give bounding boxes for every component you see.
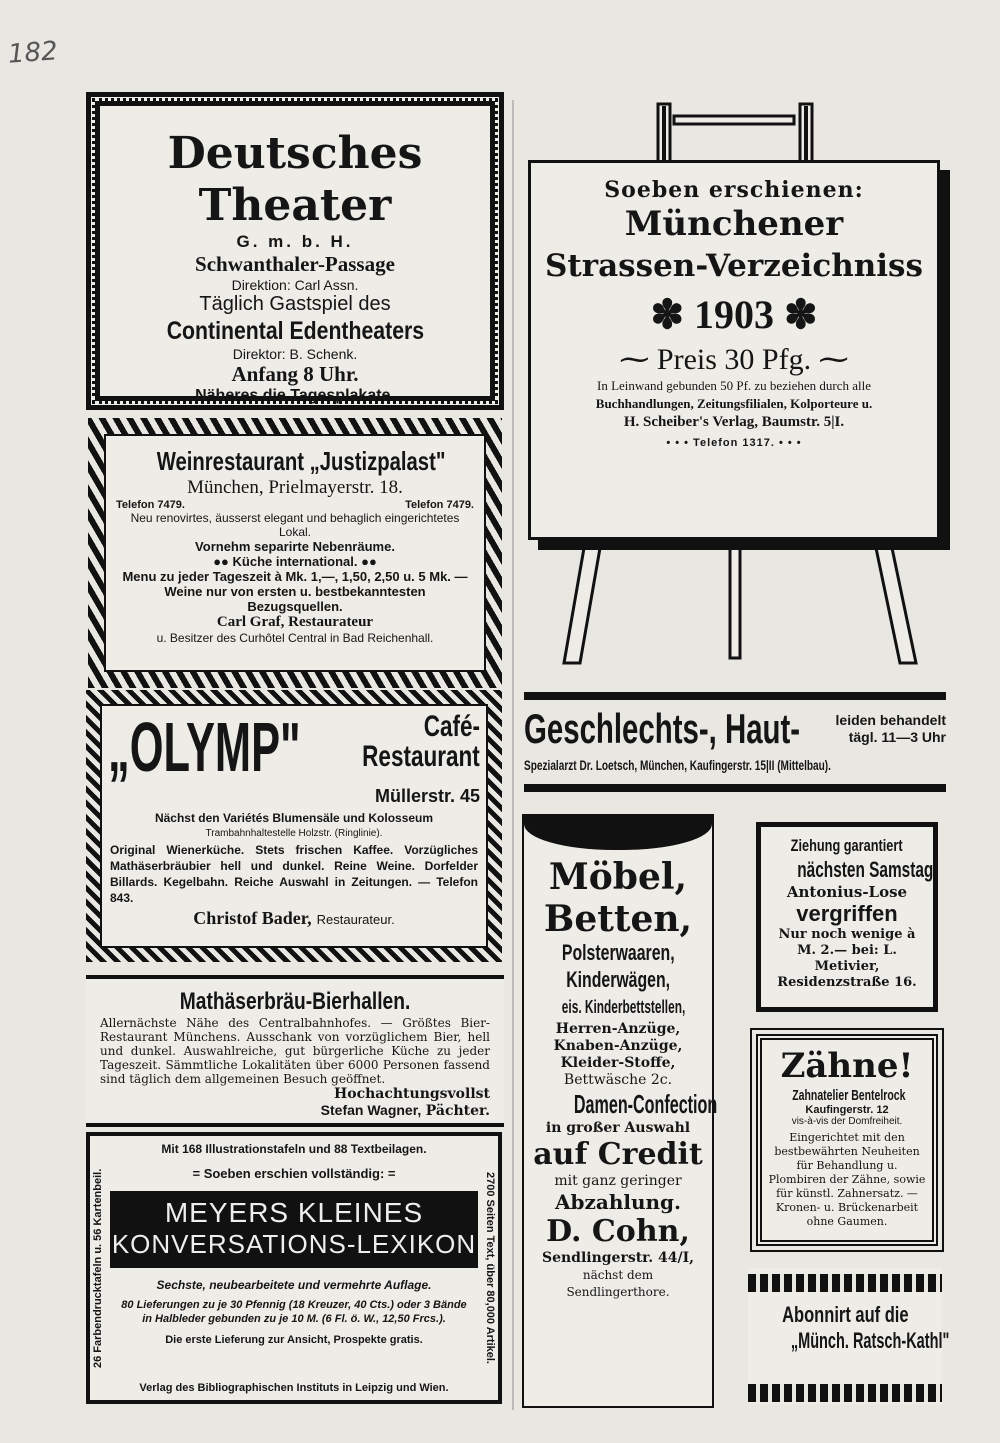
olymp-text: Original Wienerküche. Stets frischen Kaffee. Vorzügliches Mathäserbräubier hell und dunkel. Reine Weine. Dorfelder Billards. Kegelbahn. Reiche Auswahl in Zeitungen. — Telefon 843. — [110, 843, 478, 905]
wein-tel-right: Telefon 7479. — [405, 499, 474, 511]
wein-desc: Neu renovirtes, äusserst elegant und behaglich eingerichtetes Lokal. — [130, 511, 460, 539]
easel-left-shadow — [662, 106, 666, 164]
wein-kitchen: ●● Küche international. ●● — [213, 554, 377, 569]
moebel-l8: Kleider-Stoffe, — [560, 1055, 676, 1071]
olymp-owner-role: Restaurateur. — [316, 912, 395, 927]
zahne-l3: Kaufingerstr. 12 — [805, 1104, 889, 1116]
moebel-l7: Knaben-Anzüge, — [553, 1038, 683, 1054]
ad-weinrestaurant-justizpalast — [88, 418, 502, 688]
moebel-l15: D. Cohn, — [546, 1214, 690, 1249]
easel-right-leg — [876, 548, 916, 663]
wein-menu: Menu zu jeder Tageszeit à Mk. 1,—, 1,50, 2,50 u. 5 Mk. — Weine nur von ersten u. bestbekanntesten Bezugsquellen. — [122, 569, 468, 614]
column-divider — [512, 100, 514, 1410]
mathaeser-greeting: Hochachtungsvollst — [334, 1086, 490, 1102]
moebel-l3: Polsterwaaren, — [561, 940, 675, 965]
meyers-side-right: 2700 Seiten Text, über 80,000 Artikel. — [484, 1172, 496, 1364]
moebel-arch — [524, 816, 712, 850]
ad-moebel-cohn — [522, 814, 718, 1408]
wein-tel-left: Telefon 7479. — [116, 499, 185, 511]
theater-director: Direktor: B. Schenk. — [232, 346, 358, 362]
meyers-sub: = Soeben erschien vollständig: = — [192, 1166, 396, 1181]
moebel-l10: Damen-Confection — [573, 1089, 718, 1119]
moebel-l5: eis. Kinderbettstellen, — [561, 997, 686, 1017]
zahne-l1: Zähne! — [780, 1046, 914, 1086]
theater-company: G. m. b. H. — [236, 232, 354, 251]
moebel-l17: nächst dem Sendlingerthore. — [566, 1268, 670, 1299]
easel-year: ✽ 1903 ✽ — [650, 292, 818, 337]
ad-ratsch-kathl — [748, 1268, 950, 1404]
ad-mathaeserbraeu — [86, 975, 504, 1127]
meyers-title-block — [110, 1191, 478, 1268]
moebel-l12: auf Credit — [533, 1137, 703, 1172]
moebel-l11: in großer Auswahl — [545, 1120, 691, 1136]
theater-more: Näheres die Tagesplakate. — [195, 387, 395, 404]
olymp-near: Nächst den Variétés Blumensäle und Kolosseum — [154, 811, 434, 825]
olymp-address: Müllerstr. 45 — [374, 786, 480, 806]
easel-line1: Soeben erschienen: — [604, 177, 864, 203]
abonnirt-bottom-border — [748, 1384, 942, 1402]
gesch-line2: Spezialarzt Dr. Loetsch, München, Kaufingerstr. 15|II (Mittelbau). — [524, 757, 831, 773]
ziehung-l3: Antonius-Lose — [786, 883, 908, 901]
easel-sign — [528, 160, 940, 540]
moebel-l16: Sendlingerstr. 44/I, — [541, 1250, 695, 1266]
theater-title: Deutsches Theater — [167, 128, 423, 231]
meyers-title2: KONVERSATIONS-LEXIKON — [111, 1229, 477, 1259]
moebel-l9: Bettwäsche 2c. — [563, 1072, 673, 1088]
easel-publisher: H. Scheiber's Verlag, Baumstr. 5|I. — [623, 414, 845, 430]
meyers-publisher: Verlag des Bibliographischen Instituts in Leipzig und Wien. — [139, 1382, 449, 1394]
ziehung-l2: nächsten Samstag! — [797, 857, 939, 882]
easel-line2: Münchener — [624, 204, 844, 244]
theater-guest: Continental Edentheaters — [166, 317, 424, 345]
page-number: 182 — [7, 36, 59, 70]
theater-daily: Täglich Gastspiel des — [199, 293, 391, 315]
gesch-big: Geschlechts-, Haut- — [524, 705, 801, 752]
abonnirt-l1: Abonnirt auf die — [781, 1302, 909, 1327]
easel-center-leg — [730, 548, 740, 658]
olymp-cafe: Café- — [423, 710, 480, 743]
olymp-tram: Trambahnhaltestelle Holzstr. (Ringlinie). — [205, 828, 383, 839]
wein-title: Weinrestaurant „Justizpalast" — [156, 446, 446, 476]
abonnirt-top-border — [748, 1274, 942, 1292]
ad-strassen-verzeichniss — [524, 98, 954, 678]
wein-owner2: u. Besitzer des Curhôtel Central in Bad Reichenhall. — [156, 631, 434, 645]
wein-address: München, Prielmayerstr. 18. — [187, 477, 403, 498]
moebel-l2: Betten, — [543, 898, 693, 940]
moebel-l6: Herren-Anzüge, — [555, 1021, 681, 1037]
meyers-edition: Sechste, neubearbeitete und vermehrte Auflage. — [156, 1278, 432, 1292]
mathaeser-owner-role: Pächter. — [425, 1103, 490, 1119]
moebel-l4: Kinderwägen, — [566, 967, 670, 992]
gesch-right1: leiden behandelt — [835, 712, 946, 728]
ad-zahnatelier — [756, 1034, 938, 1246]
meyers-top: Mit 168 Illustrationstafeln und 88 Textbeilagen. — [161, 1142, 427, 1156]
easel-tel: • • • Telefon 1317. • • • — [666, 437, 802, 449]
olymp-owner: Christof Bader, — [193, 908, 312, 928]
meyers-price: 80 Lieferungen zu je 30 Pfennig (18 Kreuzer, 40 Cts.) oder 3 Bände in Halbleder gebunden zu je 10 M. (6 Fl. ö. W., 12,50 Frcs.). — [121, 1299, 467, 1325]
olymp-name: „OLYMP" — [108, 708, 301, 786]
moebel-l13: mit ganz geringer — [554, 1173, 682, 1189]
meyers-title1: MEYERS KLEINES — [164, 1197, 424, 1228]
ziehung-l5: Nur noch wenige à M. 2.— bei: L. Metivier, Residenzstraße 16. — [777, 927, 917, 990]
easel-line3: Strassen-Verzeichniss — [545, 248, 923, 284]
mathaeser-text: Allernächste Nähe des Centralbahnhofes. — Größtes Bier-Restaurant Münchens. Ausschank von vorzüglichem Bier, hell und dunkel. Auswahlreiche, gut bürgerliche Küche zu jeder Tageszeit. Sämmtliche Lokalitäten über 6000 Personen fassend sind täglich dem allgemeinen Besuch geöffnet. — [100, 1016, 490, 1086]
ad-antonius-lose — [756, 822, 938, 1012]
ad-spezialarzt-loetsch — [524, 692, 946, 792]
ziehung-l1: Ziehung garantiert — [791, 836, 903, 855]
moebel-l1: Möbel, — [548, 856, 688, 898]
meyers-first: Die erste Lieferung zur Ansicht, Prospekte gratis. — [165, 1334, 423, 1346]
olymp-restaurant: Restaurant — [362, 740, 480, 773]
theater-location: Schwanthaler-Passage — [195, 252, 395, 276]
mathaeser-title: Mathäserbräu-Bierhallen. — [179, 988, 411, 1015]
easel-shops: Buchhandlungen, Zeitungsfilialen, Kolporteure u. — [595, 396, 873, 411]
gesch-right2: tägl. 11—3 Uhr — [848, 729, 946, 745]
abonnirt-l2: „Münch. Ratsch-Kathl" — [790, 1328, 950, 1353]
easel-crossbar — [674, 116, 794, 124]
zahne-l2: Zahnatelier Bentelrock — [792, 1087, 906, 1104]
easel-bound: In Leinwand gebunden 50 Pf. zu beziehen durch alle — [597, 378, 871, 393]
wein-rooms: Vornehm separirte Nebenräume. — [195, 539, 395, 554]
zahne-l4: vis-à-vis der Domfreiheit. — [791, 1116, 903, 1127]
easel-price: ⁓ Preis 30 Pfg. ⁓ — [619, 343, 849, 376]
zahne-l5: Eingerichtet mit den bestbewährten Neuheiten für Behandlung u. Plombiren der Zähne, sowie für künstl. Zahnersatz. — Kronen- u. Brückenarbeit ohne Gaumen. — [768, 1131, 926, 1228]
theater-direction: Direktion: Carl Assn. — [231, 277, 359, 293]
ziehung-l4: vergriffen — [796, 901, 898, 926]
ad-olymp-cafe — [86, 690, 502, 962]
theater-start: Anfang 8 Uhr. — [231, 362, 359, 386]
meyers-side-left: 26 Farbendrucktafeln u. 56 Kartenbeil. — [92, 1168, 104, 1368]
easel-left-leg — [564, 548, 600, 663]
wein-owner: Carl Graf, Restaurateur — [216, 614, 374, 630]
ad-deutsches-theater — [86, 92, 504, 410]
mathaeser-owner: Stefan Wagner, — [320, 1102, 422, 1118]
ad-meyers-lexikon — [86, 1132, 502, 1404]
easel-right-shadow — [804, 106, 808, 164]
moebel-l14: Abzahlung. — [555, 1190, 681, 1214]
